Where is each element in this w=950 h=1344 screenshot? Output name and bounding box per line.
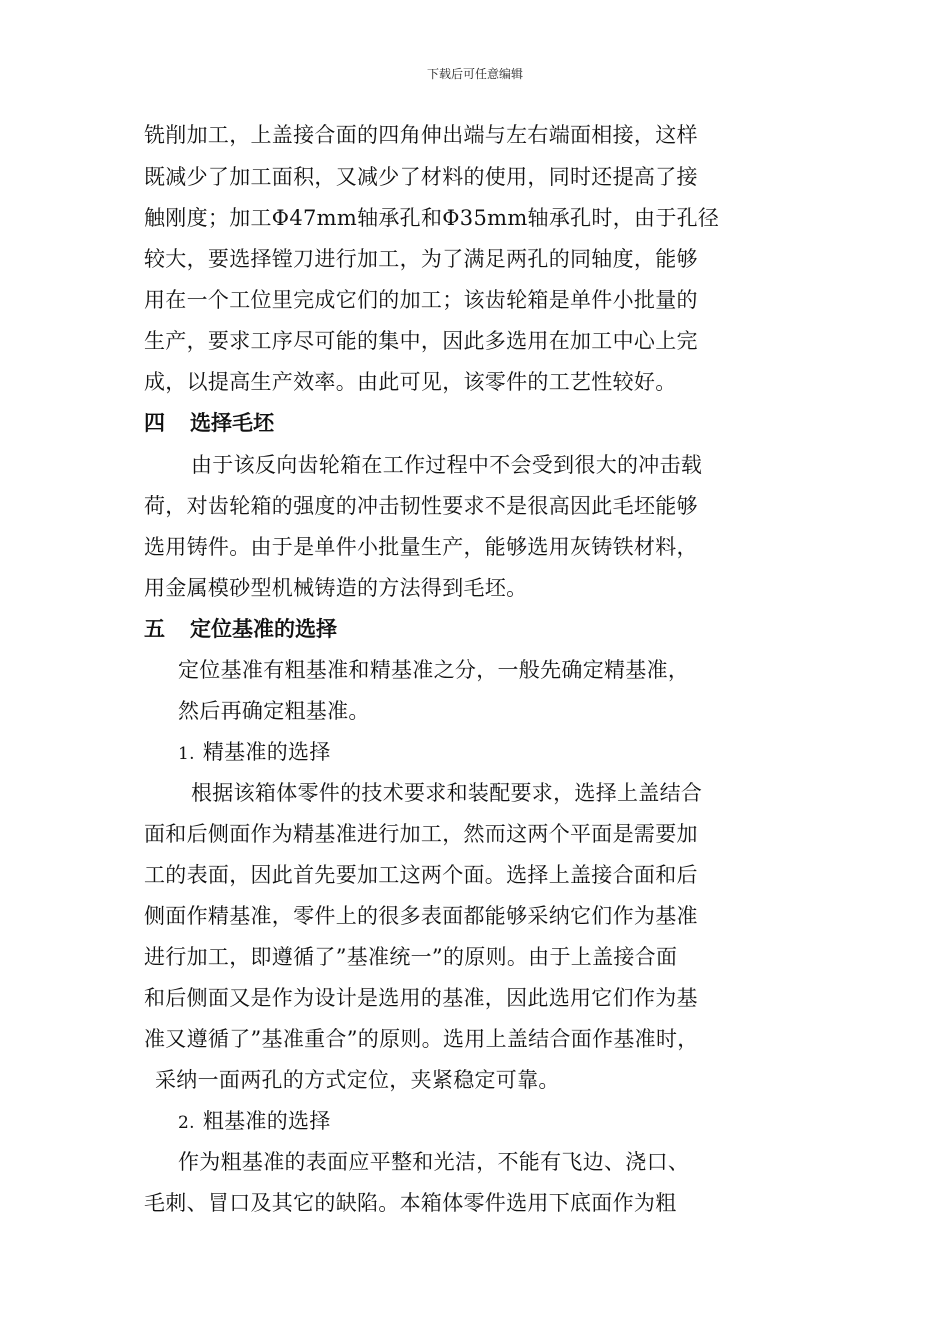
section-title: 定位基准的选择 xyxy=(190,616,337,641)
section-number: 四 xyxy=(144,410,165,435)
text-line: 成，以提高生产效率。由此可见，该零件的工艺性较好。 xyxy=(144,370,677,394)
text-line: 定位基准有粗基准和精基准之分，一般先确定精基准， xyxy=(178,658,690,682)
text-line: 工的表面，因此首先要加工这两个面。选择上盖接合面和后 xyxy=(144,863,698,887)
text-line: 用金属模砂型机械铸造的方法得到毛坯。 xyxy=(144,576,528,600)
text-line: 生产，要求工序尽可能的集中，因此多选用在加工中心上完 xyxy=(144,329,698,353)
section-heading-4 xyxy=(144,410,274,436)
text-line: 准又遵循了”基准重合”的原则。选用上盖结合面作基准时， xyxy=(144,1027,699,1051)
subsection-title: 粗基准的选择 xyxy=(202,1109,331,1133)
text-line: 选用铸件。由于是单件小批量生产，能够选用灰铸铁材料， xyxy=(144,535,698,559)
subsection-title: 精基准的选择 xyxy=(202,740,331,764)
text-line: 既减少了加工面积，又减少了材料的使用，同时还提高了接 xyxy=(144,165,698,189)
section-heading-5 xyxy=(144,616,337,642)
text-line: 面和后侧面作为精基准进行加工，然而这两个平面是需要加 xyxy=(144,822,698,846)
header-note: 下载后可任意编辑 xyxy=(426,67,523,81)
text-line: 荷，对齿轮箱的强度的冲击韧性要求不是很高因此毛坯能够 xyxy=(144,494,698,518)
text-line: 较大，要选择镗刀进行加工，为了满足两孔的同轴度，能够 xyxy=(144,247,698,271)
subsection-number: 2. xyxy=(178,1113,195,1133)
section-title: 选择毛坯 xyxy=(190,410,274,435)
text-line: 触刚度；加工Φ47mm轴承孔和Φ35mm轴承孔时，由于孔径 xyxy=(144,206,720,230)
text-line: 毛刺、冒口及其它的缺陷。本箱体零件选用下底面作为粗 xyxy=(144,1191,677,1215)
text-line: 采纳一面两孔的方式定位，夹紧稳定可靠。 xyxy=(155,1068,560,1092)
subsection-heading-1 xyxy=(178,739,331,767)
subsection-number: 1. xyxy=(178,744,195,764)
text-line: 和后侧面又是作为设计是选用的基准，因此选用它们作为基 xyxy=(144,986,698,1010)
text-line: 侧面作精基准，零件上的很多表面都能够采纳它们作为基准 xyxy=(144,904,698,928)
text-line: 进行加工，即遵循了”基准统一”的原则。由于上盖接合面 xyxy=(144,945,678,969)
text-line: 用在一个工位里完成它们的加工；该齿轮箱是单件小批量的 xyxy=(144,288,698,312)
text-line: 根据该箱体零件的技术要求和装配要求，选择上盖结合 xyxy=(191,781,703,805)
text-line: 作为粗基准的表面应平整和光洁，不能有飞边、浇口、 xyxy=(178,1150,690,1174)
text-line: 然后再确定粗基准。 xyxy=(178,699,370,723)
text-line: 铣削加工，上盖接合面的四角伸出端与左右端面相接，这样 xyxy=(144,123,698,147)
text-line: 由于该反向齿轮箱在工作过程中不会受到很大的冲击载 xyxy=(191,453,703,477)
subsection-heading-2 xyxy=(178,1108,331,1136)
section-number: 五 xyxy=(144,616,165,641)
